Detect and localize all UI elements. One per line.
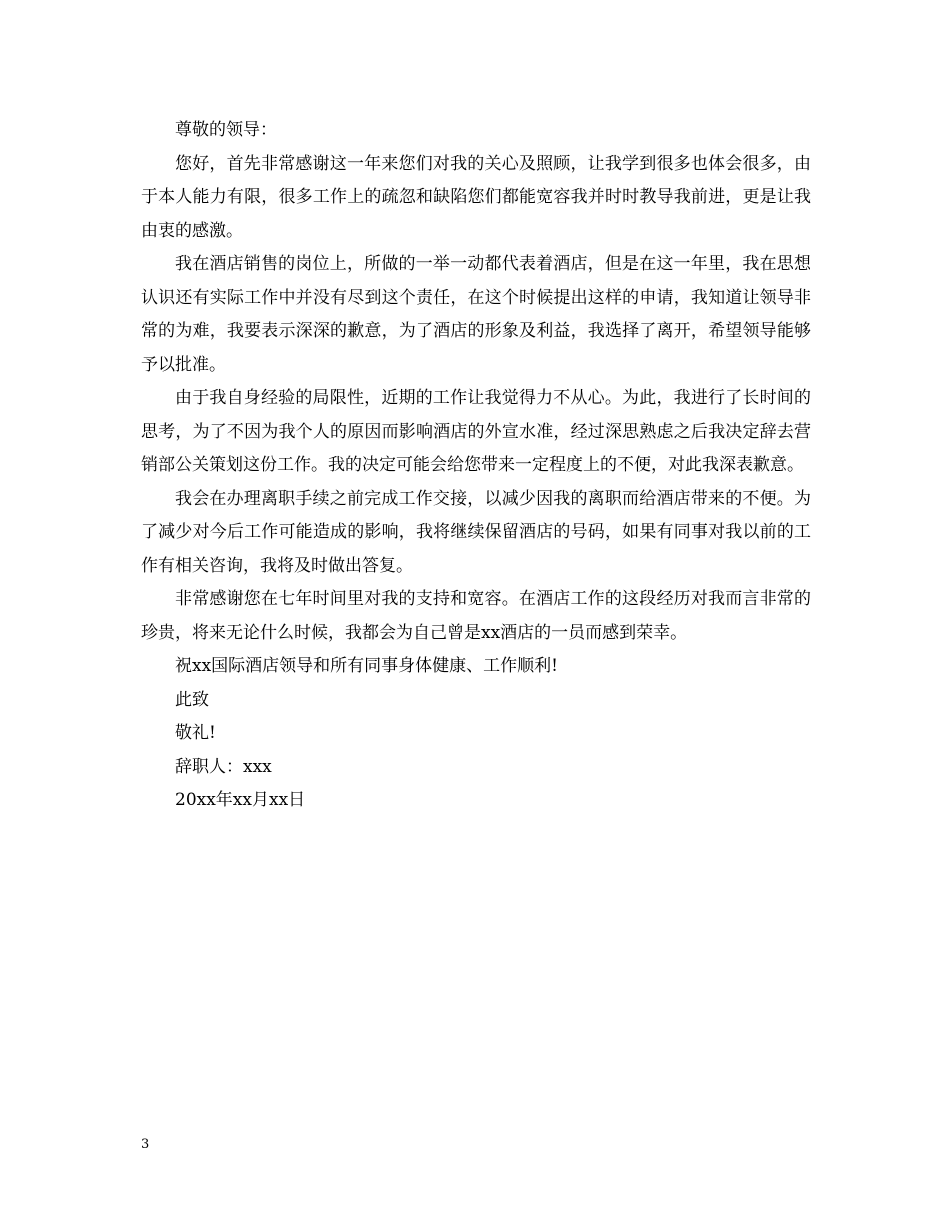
date-line: 20xx年xx月xx日 bbox=[175, 790, 306, 810]
closing-line-1: 此致 bbox=[175, 689, 209, 710]
paragraph-3: 由于我自身经验的局限性，近期的工作让我觉得力不从心。为此，我进行了长时间的思考，为了不因为我个人的原因而影响酒店的外宣水准，经过深思熟虑之后我决定辞去营销部公关策划这份工作。我的决定可能会给您带来一定程度上的不便，对此我深表歉意。 bbox=[141, 388, 811, 475]
paragraph-5: 非常感谢您在七年时间里对我的支持和宽容。在酒店工作的这段经历对我而言非常的珍贵，将来无论什么时候，我都会为自己曾是xx酒店的一员而感到荣幸。 bbox=[141, 589, 811, 643]
signer-line: 辞职人：xxx bbox=[175, 756, 272, 777]
page-number: 3 bbox=[141, 1137, 150, 1152]
letter-body bbox=[141, 114, 811, 818]
paragraph-2: 我在酒店销售的岗位上，所做的一举一动都代表着酒店，但是在这一年里，我在思想认识还有实际工作中并没有尽到这个责任，在这个时候提出这样的申请，我知道让领导非常的为难，我要表示深深的歉意，为了酒店的形象及利益，我选择了离开，希望领导能够予以批准。 bbox=[141, 254, 811, 375]
wish-line: 祝xx国际酒店领导和所有同事身体健康、工作顺利! bbox=[175, 656, 559, 676]
paragraph-1: 您好，首先非常感谢这一年来您们对我的关心及照顾，让我学到很多也体会很多，由于本人能力有限，很多工作上的疏忽和缺陷您们都能宽容我并时时教导我前进，更是让我由衷的感激。 bbox=[141, 153, 811, 241]
closing-line-2: 敬礼! bbox=[175, 723, 216, 743]
paragraph-4: 我会在办理离职手续之前完成工作交接，以减少因我的离职而给酒店带来的不便。为了减少对今后工作可能造成的影响，我将继续保留酒店的号码，如果有同事对我以前的工作有相关咨询，我将及时做出答复。 bbox=[141, 488, 811, 576]
salutation: 尊敬的领导： bbox=[175, 120, 277, 140]
